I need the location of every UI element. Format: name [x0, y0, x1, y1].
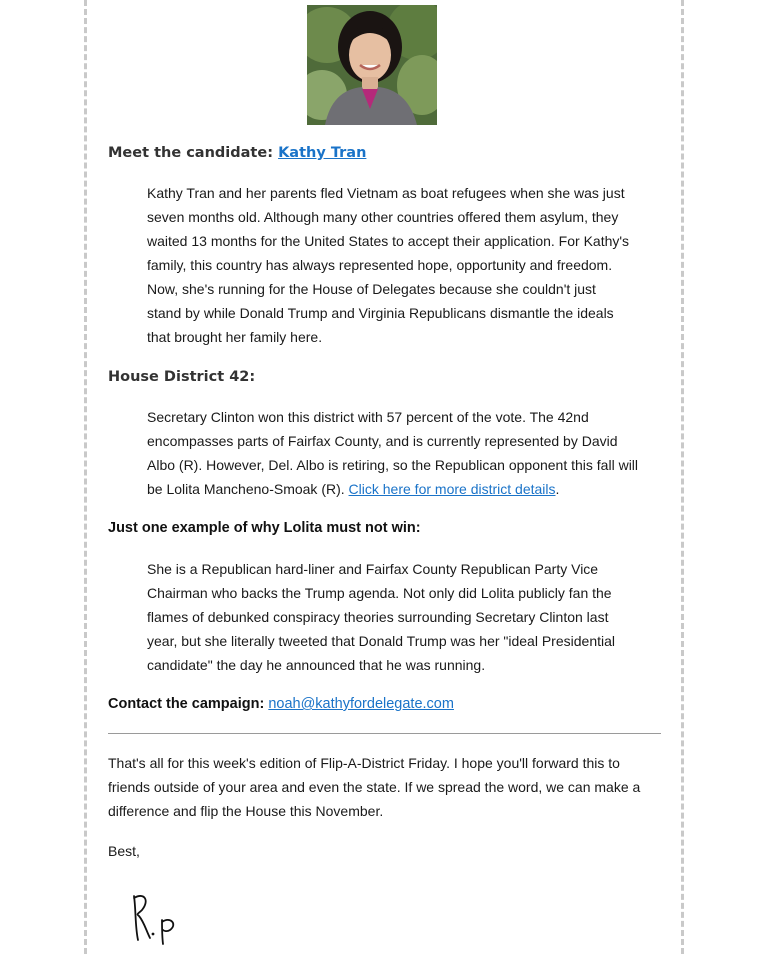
bio-line: family, this country has always represented hope, opportunity and freedom. [147, 257, 613, 273]
page-border-right [681, 0, 684, 954]
district-line-last [147, 477, 669, 501]
closing-line: That's all for this week's edition of Flip-A-District Friday. I hope you'll forward this to [108, 755, 620, 771]
candidate-heading-label: Meet the candidate: [108, 145, 273, 161]
bio-line: Kathy Tran and her parents fled Vietnam as boat refugees when she was just [147, 185, 625, 201]
candidate-name-link[interactable]: Kathy Tran [278, 145, 367, 161]
bio-line: seven months old. Although many other countries offered them asylum, they [147, 209, 619, 225]
contact-line [108, 696, 454, 712]
district-heading: House District 42: [108, 369, 256, 385]
example-line: year, but she literally tweeted that Donald Trump was her "ideal Presidential [147, 633, 615, 649]
candidate-bio [147, 181, 669, 349]
candidate-photo [307, 5, 437, 125]
bio-line: Now, she's running for the House of Delegates because she couldn't just [147, 281, 596, 297]
divider [108, 733, 661, 734]
district-line-prefix: be Lolita Mancheno-Smoak (R). [147, 481, 349, 497]
district-line: Albo (R). However, Del. Albo is retiring, so the Republican opponent this fall will [147, 457, 639, 473]
signature [126, 890, 186, 946]
closing-paragraph [108, 751, 668, 823]
bio-line: waited 13 months for the United States to accept their application. For Kathy's [147, 233, 630, 249]
example-line: candidate" the day he announced that he was running. [147, 657, 486, 673]
bio-line: stand by while Donald Trump and Virginia Republicans dismantle the ideals [147, 305, 614, 321]
closing-line: friends outside of your area and even the state. If we spread the word, we can make a [108, 779, 641, 795]
page-border-left [84, 0, 87, 954]
district-details-link[interactable]: Click here for more district details [348, 481, 556, 497]
example-line: She is a Republican hard-liner and Fairfax County Republican Party Vice [147, 561, 599, 577]
example-heading: Just one example of why Lolita must not win: [108, 520, 421, 536]
candidate-heading [108, 145, 366, 161]
example-text [147, 557, 669, 677]
district-details [147, 405, 669, 501]
signoff: Best, [108, 843, 140, 859]
example-line: flames of debunked conspiracy theories surrounding Secretary Clinton last [147, 609, 609, 625]
bio-line: that brought her family here. [147, 329, 323, 345]
contact-label: Contact the campaign: [108, 696, 265, 712]
district-line-suffix: . [555, 481, 560, 497]
district-line: Secretary Clinton won this district with 57 percent of the vote. The 42nd [147, 409, 589, 425]
example-line: Chairman who backs the Trump agenda. Not only did Lolita publicly fan the [147, 585, 612, 601]
closing-line: difference and flip the House this November. [108, 803, 384, 819]
contact-email-link[interactable]: noah@kathyfordelegate.com [268, 696, 454, 712]
district-line: encompasses parts of Fairfax County, and is currently represented by David [147, 433, 618, 449]
